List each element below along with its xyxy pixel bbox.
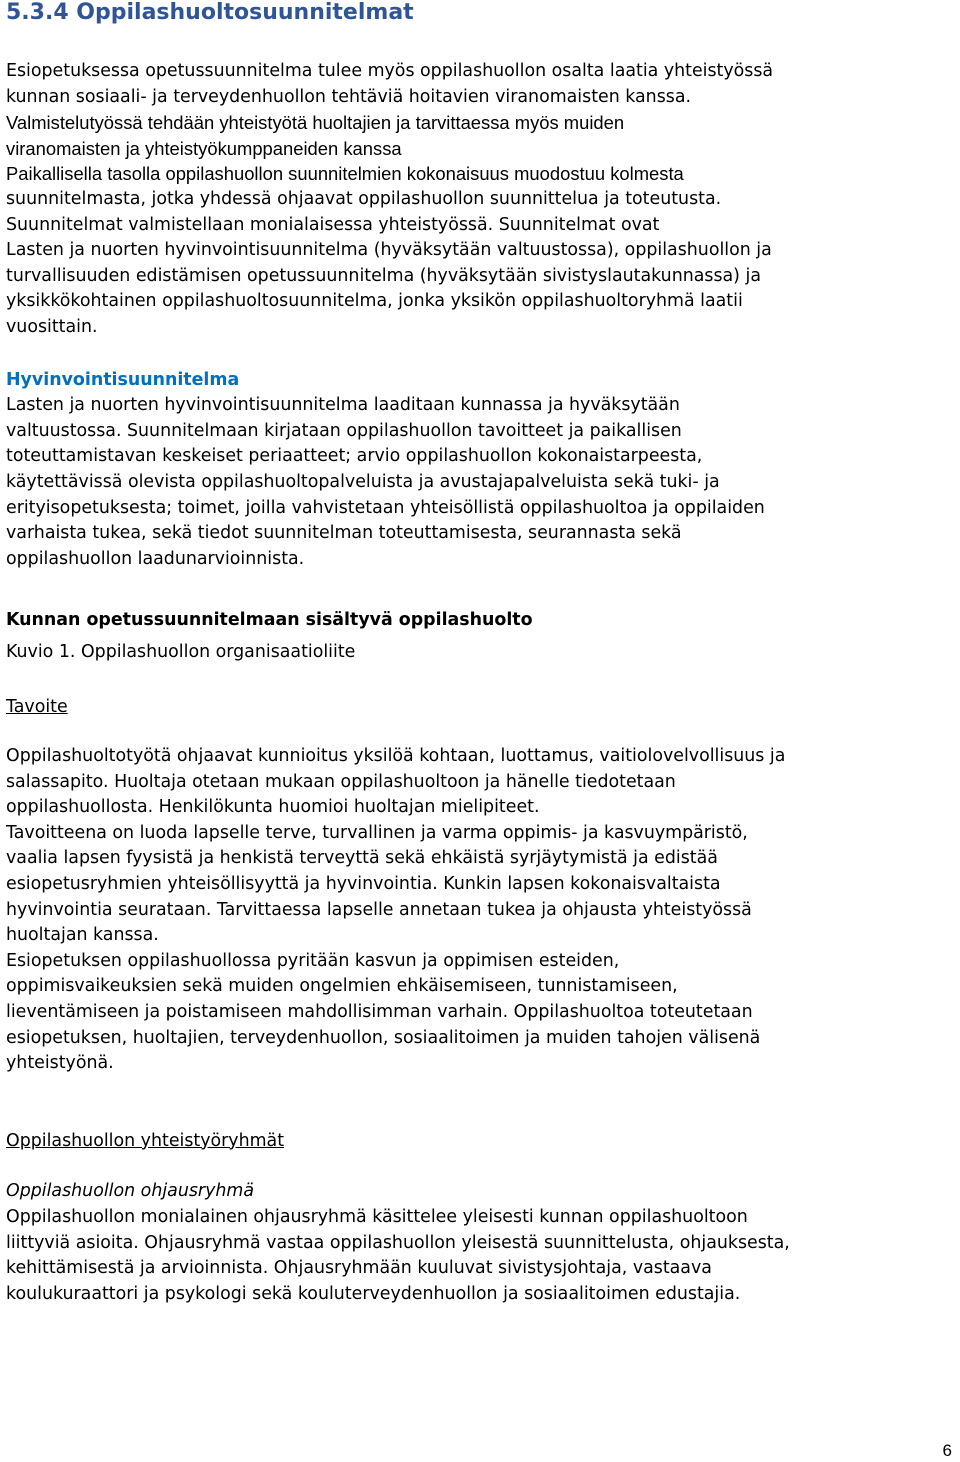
wellbeing-line: toteuttamistavan keskeiset periaatteet; arvio oppilashuollon kokonaistarpeesta,: [6, 446, 703, 467]
intro-line: kunnan sosiaali- ja terveydenhuollon tehtäviä hoitavien viranomaisten kanssa.: [6, 86, 692, 107]
intro-line: Esiopetuksessa opetussuunnitelma tulee myös oppilashuollon osalta laatia yhteistyössä: [6, 61, 774, 81]
wellbeing-line: Lasten ja nuorten hyvinvointisuunnitelma laaditaan kunnassa ja hyväksytään: [6, 395, 680, 416]
intro-line: viranomaisten ja yhteistyökumppaneiden kanssa: [6, 137, 402, 159]
wellbeing-line: varhaista tukea, sekä tiedot suunnitelman toteuttamisesta, seurannasta sekä: [6, 523, 682, 544]
goal-line: Tavoitteena on luoda lapselle terve, turvallinen ja varma oppimis- ja kasvuympäristö,: [6, 822, 748, 843]
goal-line: huoltajan kanssa.: [6, 925, 159, 946]
wellbeing-paragraph: [6, 393, 956, 572]
wellbeing-heading: Hyvinvointisuunnitelma: [6, 369, 240, 390]
wellbeing-line: käytettävissä olevista oppilashuoltopalveluista ja avustajapalveluista sekä tuki- ja: [6, 471, 720, 492]
steering-line: liittyviä asioita. Ohjausryhmä vastaa oppilashuollon yleisestä suunnittelusta, ohjauksesta,: [6, 1232, 790, 1253]
intro-paragraph: [6, 59, 956, 341]
intro-line: turvallisuuden edistämisen opetussuunnitelma (hyväksytään sivistyslautakunnassa) ja: [6, 265, 761, 286]
goal-line: hyvinvointia seurataan. Tarvittaessa lapselle annetaan tukea ja ohjausta yhteistyössä: [6, 899, 752, 920]
groups-heading: Oppilashuollon yhteistyöryhmät: [6, 1130, 285, 1151]
section-heading: 5.3.4 Oppilashuoltosuunnitelmat: [6, 0, 414, 25]
wellbeing-line: valtuustossa. Suunnitelmaan kirjataan oppilashuollon tavoitteet ja paikallisen: [6, 420, 682, 441]
goal-line: lieventämiseen ja poistamiseen mahdollisimman varhain. Oppilashuoltoa toteutetaan: [6, 1002, 753, 1022]
goal-line: Esiopetuksen oppilashuollossa pyritään kasvun ja oppimisen esteiden,: [6, 950, 620, 971]
goal-line: esiopetuksen, huoltajien, terveydenhuollon, sosiaalitoimen ja muiden tahojen välisenä: [6, 1027, 761, 1048]
goal-line: oppilashuollosta. Henkilökunta huomioi huoltajan mielipiteet.: [6, 797, 540, 818]
goal-line: vaalia lapsen fyysistä ja henkistä terveyttä sekä ehkäistä syrjäytymistä ja edistää: [6, 848, 718, 869]
goal-paragraph: [6, 744, 956, 1077]
wellbeing-line: erityisopetuksesta; toimet, joilla vahvistetaan yhteisöllistä oppilashuoltoa ja oppilaiden: [6, 497, 765, 518]
goal-line: Oppilashuoltotyötä ohjaavat kunnioitus yksilöä kohtaan, luottamus, vaitiolovelvollisuus ja: [6, 746, 786, 767]
goal-line: salassapito. Huoltaja otetaan mukaan oppilashuoltoon ja hänelle tiedotetaan: [6, 771, 676, 792]
goal-line: oppimisvaikeuksien sekä muiden ongelmien ehkäisemiseen, tunnistamiseen,: [6, 976, 678, 997]
figure-caption: Kuvio 1. Oppilashuollon organisaatioliite: [6, 641, 356, 662]
intro-line: suunnitelmasta, jotka yhdessä ohjaavat oppilashuollon suunnittelua ja toteutusta.: [6, 188, 722, 209]
steering-paragraph: [6, 1205, 956, 1307]
wellbeing-line: oppilashuollon laadunarvioinnista.: [6, 548, 305, 569]
goal-heading: Tavoite: [6, 697, 68, 718]
steering-line: Oppilashuollon monialainen ohjausryhmä käsittelee yleisesti kunnan oppilashuoltoon: [6, 1206, 748, 1227]
page-number: 6: [942, 1441, 952, 1460]
intro-line: Paikallisella tasolla oppilashuollon suunnitelmien kokonaisuus muodostuu kolmesta: [6, 163, 684, 185]
goal-line: yhteistyönä.: [6, 1053, 114, 1074]
document-page: [6, 0, 956, 1307]
intro-line: Valmistelutyössä tehdään yhteistyötä huoltajien ja tarvittaessa myös muiden: [6, 112, 625, 134]
municipal-heading: Kunnan opetussuunnitelmaan sisältyvä oppilashuolto: [6, 610, 533, 631]
goal-line: esiopetusryhmien yhteisöllisyyttä ja hyvinvointia. Kunkin lapsen kokonaisvaltaista: [6, 874, 721, 895]
steering-line: koulukuraattori ja psykologi sekä kouluterveydenhuollon ja sosiaalitoimen edustajia.: [6, 1283, 741, 1304]
intro-line: vuosittain.: [6, 316, 98, 337]
intro-line: Suunnitelmat valmistellaan monialaisessa yhteistyössä. Suunnitelmat ovat: [6, 214, 660, 235]
intro-line: Lasten ja nuorten hyvinvointisuunnitelma (hyväksytään valtuustossa), oppilashuollon ja: [6, 240, 772, 261]
steering-heading: Oppilashuollon ohjausryhmä: [6, 1181, 254, 1202]
steering-line: kehittämisestä ja arvioinnista. Ohjausryhmään kuuluvat sivistysjohtaja, vastaava: [6, 1258, 712, 1279]
intro-line: yksikkökohtainen oppilashuoltosuunnitelma, jonka yksikön oppilashuoltoryhmä laatii: [6, 291, 743, 312]
